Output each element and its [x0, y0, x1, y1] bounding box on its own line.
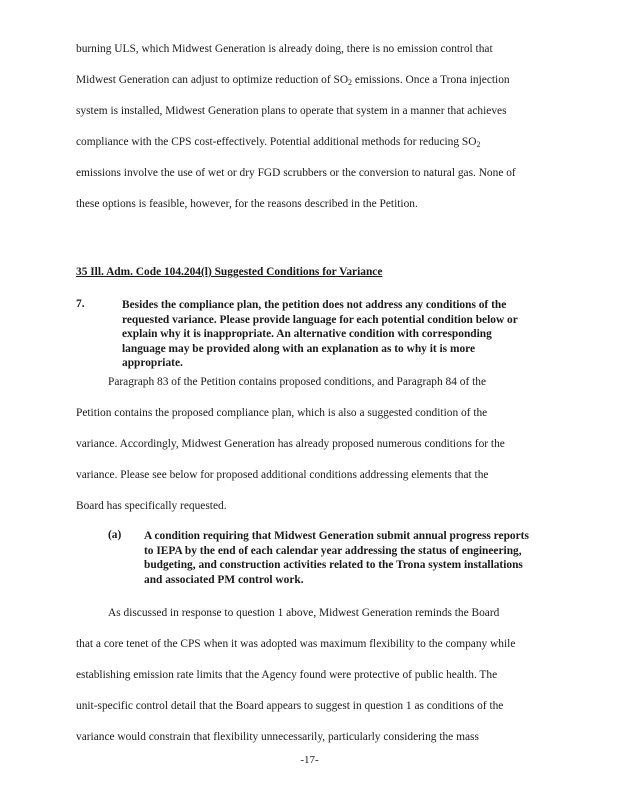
- paragraph-line: these options is feasible, however, for the reasons described in the Petition.: [76, 198, 418, 210]
- paragraph-line: Paragraph 83 of the Petition contains proposed conditions, and Paragraph 84 of the: [108, 376, 487, 388]
- paragraph-line: compliance with the CPS cost-effectively. Potential additional methods for reducing $SO_2$: [76, 136, 481, 149]
- paragraph-line: emissions involve the use of wet or dry FGD scrubbers or the conversion to natural gas. None of: [76, 167, 516, 179]
- paragraph-line: Board has specifically requested.: [76, 500, 227, 512]
- paragraph-line: establishing emission rate limits that the Agency found were protective of public health. The: [76, 669, 498, 681]
- paragraph-line: variance. Accordingly, Midwest Generation has already proposed numerous conditions for the: [76, 438, 505, 450]
- paragraph-line: Petition contains the proposed compliance plan, which is also a suggested condition of the: [76, 407, 488, 419]
- section-heading: 35 Ill. Adm. Code 104.204(l) Suggested Conditions for Variance: [76, 266, 383, 278]
- paragraph-line: Midwest Generation can adjust to optimize reduction of $SO_2$ emissions. Once a Trona injection: [76, 74, 510, 87]
- paragraph-line: burning ULS, which Midwest Generation is already doing, there is no emission control that: [76, 43, 493, 55]
- paragraph-line: variance. Please see below for proposed additional conditions addressing elements that the: [76, 469, 489, 481]
- subitem-text: A condition requiring that Midwest Generation submit annual progress reports to IEPA by the end of each calendar year addressing the status of engineering, budgeting, and construction activities related to the Trona system installations and associated PM control work.: [144, 530, 529, 586]
- item-number: 7.: [76, 298, 85, 310]
- paragraph-line: variance would constrain that flexibility unnecessarily, particularly considering the mass: [76, 731, 479, 743]
- paragraph-line: unit-specific control detail that the Board appears to suggest in question 1 as conditions of the: [76, 700, 504, 712]
- paragraph-line: that a core tenet of the CPS when it was adopted was maximum flexibility to the company while: [76, 638, 516, 650]
- paragraph-line: As discussed in response to question 1 above, Midwest Generation reminds the Board: [108, 607, 500, 619]
- item-question: Besides the compliance plan, the petition does not address any conditions of the requested variance. Please provide language for each potential condition below or explain why it is inappropriate. An alternative condition with corresponding language may be provided along with an explanation as to why it is more appropriate.: [122, 299, 518, 369]
- page-number: -17-: [300, 754, 319, 766]
- subitem-label: (a): [108, 529, 122, 541]
- paragraph-line: system is installed, Midwest Generation plans to operate that system in a manner that achieves: [76, 105, 507, 117]
